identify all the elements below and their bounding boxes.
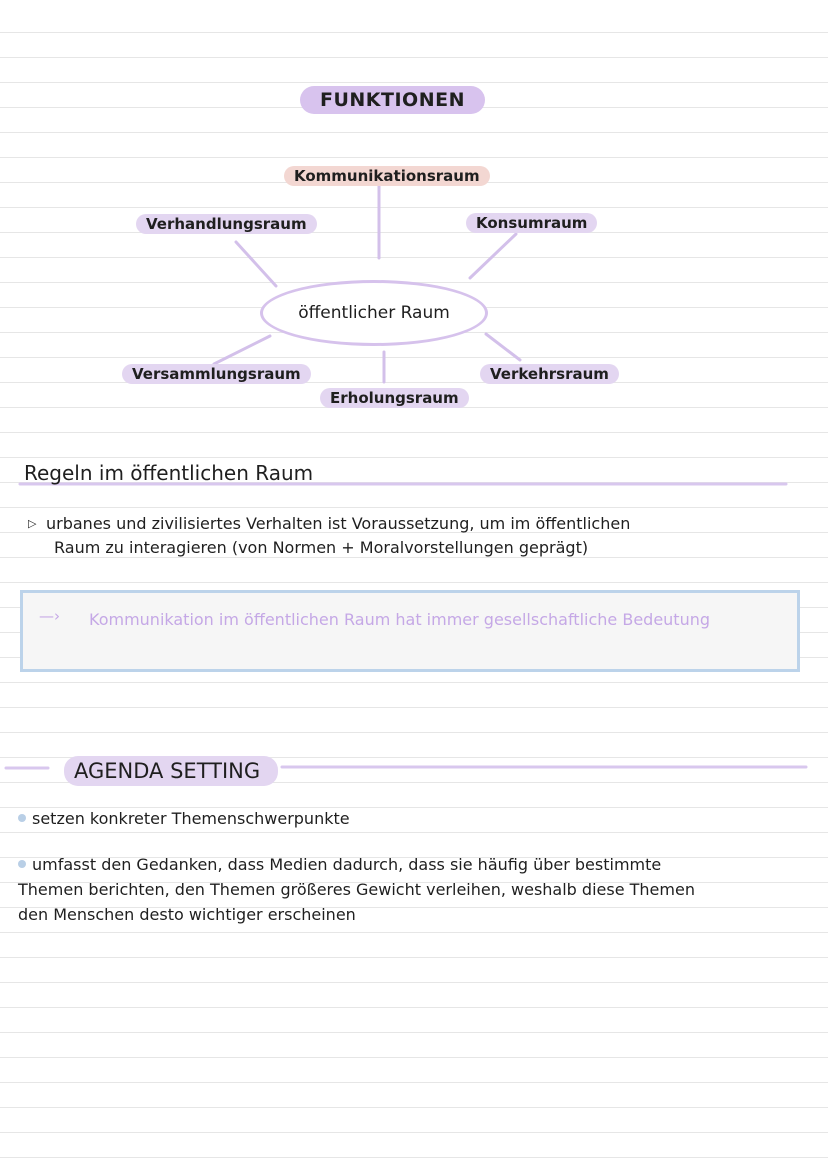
agenda-bullet-2: [18, 852, 698, 927]
mindmap-title: FUNKTIONEN: [300, 86, 485, 114]
bullet-dot-icon: [18, 860, 26, 868]
agenda-bullet-1: [18, 806, 808, 831]
connector-top-left: [236, 242, 276, 286]
branch-erholungsraum: Erholungsraum: [320, 388, 469, 408]
callout-box: [20, 590, 800, 672]
rules-point-line1: urbanes und zivilisiertes Verhalten ist Voraussetzung, um im öffentlichen: [46, 514, 631, 533]
agenda-heading: AGENDA SETTING: [64, 756, 278, 786]
rules-heading: Regeln im öffentlichen Raum: [24, 461, 314, 485]
branch-verhandlungsraum: Verhandlungsraum: [136, 214, 317, 234]
rules-point: [28, 512, 818, 560]
mindmap-center-label: öffentlicher Raum: [298, 303, 450, 323]
connector-bottom-right: [486, 334, 520, 360]
branch-versammlungsraum: Versammlungsraum: [122, 364, 311, 384]
arrow-right-icon: —›: [39, 607, 60, 625]
branch-kommunikationsraum: Kommunikationsraum: [284, 166, 490, 186]
rules-point-line2: Raum zu interagieren (von Normen + Moralvorstellungen geprägt): [54, 538, 589, 557]
branch-konsumraum: Konsumraum: [466, 213, 597, 233]
agenda-bullet-1-text: setzen konkreter Themenschwerpunkte: [32, 809, 350, 828]
connector-bottom-left: [214, 336, 270, 364]
callout-text: Kommunikation im öffentlichen Raum hat immer gesellschaftliche Bedeutung: [89, 610, 711, 629]
bullet-dot-icon: [18, 814, 26, 822]
branch-verkehrsraum: Verkehrsraum: [480, 364, 619, 384]
agenda-bullet-2-text: umfasst den Gedanken, dass Medien dadurch, dass sie häufig über bestimmte Themen berichten, den Themen größeres Gewicht verleihen, weshalb diese Themen den Menschen desto wichtiger erscheinen: [18, 855, 695, 924]
connector-top-right: [470, 234, 516, 278]
triangle-bullet-icon: ▷: [28, 517, 37, 530]
mindmap-center: [260, 280, 488, 346]
